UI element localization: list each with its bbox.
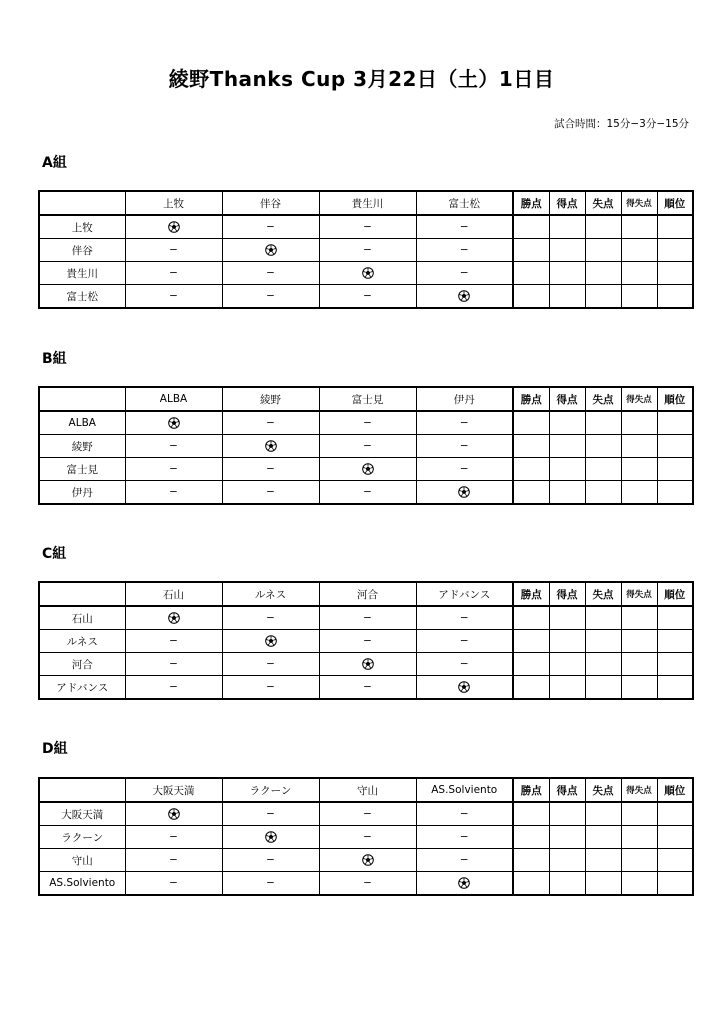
stat-cell — [513, 239, 549, 262]
column-team-header: アドバンス — [416, 582, 513, 606]
corner-cell — [39, 387, 125, 411]
stat-cell — [549, 458, 585, 481]
soccer-ball-icon — [168, 221, 180, 233]
match-result-cell: − — [319, 435, 416, 458]
stat-cell — [657, 239, 693, 262]
column-team-header: 守山 — [319, 778, 416, 802]
row-team-name: 綾野 — [39, 435, 125, 458]
header-row — [39, 582, 693, 606]
stat-cell — [585, 630, 621, 653]
stat-header: 順位 — [657, 387, 693, 411]
match-result-cell: − — [416, 458, 513, 481]
match-result-cell: − — [125, 285, 222, 309]
self-match-cell — [416, 285, 513, 309]
stat-cell — [657, 458, 693, 481]
stat-header: 得点 — [549, 191, 585, 215]
row-team-name: 石山 — [39, 606, 125, 630]
stat-header: 失点 — [585, 778, 621, 802]
match-result-cell: − — [319, 802, 416, 826]
column-team-header: 伴谷 — [222, 191, 319, 215]
soccer-ball-icon — [168, 808, 180, 820]
stat-header: 順位 — [657, 778, 693, 802]
stat-cell — [549, 262, 585, 285]
match-result-cell: − — [125, 849, 222, 872]
column-team-header: 伊丹 — [416, 387, 513, 411]
column-team-header: 富士見 — [319, 387, 416, 411]
soccer-ball-icon — [362, 658, 374, 670]
table-row — [39, 285, 693, 309]
stat-cell — [657, 285, 693, 309]
stat-cell — [585, 411, 621, 435]
stat-header: 失点 — [585, 191, 621, 215]
self-match-cell — [319, 653, 416, 676]
corner-cell — [39, 191, 125, 215]
match-result-cell: − — [222, 849, 319, 872]
stat-cell — [513, 653, 549, 676]
table-row — [39, 411, 693, 435]
soccer-ball-icon — [458, 486, 470, 498]
match-result-cell: − — [319, 285, 416, 309]
soccer-ball-icon — [458, 877, 470, 889]
header-row — [39, 778, 693, 802]
match-result-cell: − — [125, 262, 222, 285]
stat-cell — [549, 606, 585, 630]
stat-cell — [585, 285, 621, 309]
stat-cell — [621, 653, 657, 676]
self-match-cell — [222, 826, 319, 849]
self-match-cell — [222, 239, 319, 262]
stat-cell — [657, 676, 693, 700]
match-result-cell: − — [319, 826, 416, 849]
table-row — [39, 802, 693, 826]
stat-cell — [585, 606, 621, 630]
stat-header: 得失点 — [621, 582, 657, 606]
match-result-cell: − — [125, 458, 222, 481]
column-team-header: ラクーン — [222, 778, 319, 802]
table-row — [39, 215, 693, 239]
self-match-cell — [416, 872, 513, 896]
column-team-header: ALBA — [125, 387, 222, 411]
stat-cell — [513, 262, 549, 285]
soccer-ball-icon — [168, 612, 180, 624]
stat-cell — [513, 826, 549, 849]
stat-cell — [657, 411, 693, 435]
stat-cell — [549, 239, 585, 262]
column-team-header: 綾野 — [222, 387, 319, 411]
stat-header: 得失点 — [621, 191, 657, 215]
match-result-cell: − — [416, 262, 513, 285]
match-result-cell: − — [319, 215, 416, 239]
column-team-header: AS.Solviento — [416, 778, 513, 802]
match-result-cell: − — [125, 653, 222, 676]
stat-header: 勝点 — [513, 582, 549, 606]
stat-cell — [585, 849, 621, 872]
match-result-cell: − — [222, 481, 319, 505]
stat-cell — [657, 653, 693, 676]
stat-cell — [549, 411, 585, 435]
league-table — [38, 777, 694, 896]
self-match-cell — [416, 676, 513, 700]
stat-header: 得失点 — [621, 387, 657, 411]
stat-cell — [549, 630, 585, 653]
stat-cell — [621, 872, 657, 896]
stat-cell — [549, 802, 585, 826]
stat-cell — [657, 215, 693, 239]
row-team-name: アドバンス — [39, 676, 125, 700]
match-result-cell: − — [125, 435, 222, 458]
stat-cell — [657, 826, 693, 849]
self-match-cell — [125, 606, 222, 630]
match-result-cell: − — [319, 481, 416, 505]
row-team-name: ルネス — [39, 630, 125, 653]
stat-cell — [585, 435, 621, 458]
stat-header: 得点 — [549, 778, 585, 802]
stat-cell — [585, 826, 621, 849]
stat-cell — [621, 630, 657, 653]
match-result-cell: − — [222, 802, 319, 826]
stat-cell — [513, 802, 549, 826]
stat-cell — [549, 481, 585, 505]
column-team-header: 石山 — [125, 582, 222, 606]
soccer-ball-icon — [265, 831, 277, 843]
match-result-cell: − — [125, 239, 222, 262]
table-row — [39, 435, 693, 458]
row-team-name: 貴生川 — [39, 262, 125, 285]
self-match-cell — [222, 630, 319, 653]
stat-cell — [513, 435, 549, 458]
stat-cell — [621, 481, 657, 505]
row-team-name: 富士松 — [39, 285, 125, 309]
stat-cell — [513, 630, 549, 653]
stat-cell — [549, 849, 585, 872]
match-result-cell: − — [416, 215, 513, 239]
stat-cell — [585, 458, 621, 481]
stat-header: 勝点 — [513, 191, 549, 215]
row-team-name: ラクーン — [39, 826, 125, 849]
stat-cell — [621, 262, 657, 285]
stat-cell — [513, 411, 549, 435]
self-match-cell — [125, 802, 222, 826]
stat-cell — [549, 653, 585, 676]
page-title: 綾野Thanks Cup 3月22日（土）1日目 — [168, 67, 555, 91]
row-team-name: 大阪天満 — [39, 802, 125, 826]
header-row — [39, 191, 693, 215]
match-result-cell: − — [222, 653, 319, 676]
match-result-cell: − — [222, 606, 319, 630]
soccer-ball-icon — [362, 854, 374, 866]
row-team-name: 守山 — [39, 849, 125, 872]
stat-cell — [549, 215, 585, 239]
match-result-cell: − — [319, 239, 416, 262]
match-result-cell: − — [416, 606, 513, 630]
match-result-cell: − — [319, 630, 416, 653]
stat-cell — [621, 606, 657, 630]
match-result-cell: − — [319, 676, 416, 700]
self-match-cell — [125, 411, 222, 435]
stat-header: 得点 — [549, 582, 585, 606]
row-team-name: 伴谷 — [39, 239, 125, 262]
stat-cell — [513, 285, 549, 309]
soccer-ball-icon — [168, 417, 180, 429]
match-result-cell: − — [222, 285, 319, 309]
column-team-header: 大阪天満 — [125, 778, 222, 802]
stat-cell — [657, 872, 693, 896]
self-match-cell — [319, 262, 416, 285]
stat-cell — [513, 481, 549, 505]
stat-header: 順位 — [657, 191, 693, 215]
stat-cell — [549, 826, 585, 849]
match-result-cell: − — [222, 458, 319, 481]
corner-cell — [39, 582, 125, 606]
table-row — [39, 606, 693, 630]
stat-header: 得点 — [549, 387, 585, 411]
column-team-header: 富士松 — [416, 191, 513, 215]
row-team-name: 富士見 — [39, 458, 125, 481]
stat-cell — [585, 481, 621, 505]
table-row — [39, 676, 693, 700]
match-result-cell: − — [125, 481, 222, 505]
table-row — [39, 262, 693, 285]
header-row — [39, 387, 693, 411]
stat-cell — [585, 215, 621, 239]
row-team-name: 伊丹 — [39, 481, 125, 505]
group-label: D組 — [42, 741, 68, 757]
group-label: B組 — [42, 351, 67, 367]
row-team-name: ALBA — [39, 411, 125, 435]
soccer-ball-icon — [265, 440, 277, 452]
league-table — [38, 386, 694, 505]
soccer-ball-icon — [362, 463, 374, 475]
soccer-ball-icon — [458, 681, 470, 693]
stat-header: 失点 — [585, 387, 621, 411]
match-result-cell: − — [416, 411, 513, 435]
match-result-cell: − — [222, 872, 319, 896]
soccer-ball-icon — [265, 635, 277, 647]
group-label: C組 — [42, 546, 67, 562]
table-row — [39, 653, 693, 676]
stat-cell — [549, 435, 585, 458]
match-result-cell: − — [222, 215, 319, 239]
match-result-cell: − — [319, 411, 416, 435]
group-label: A組 — [42, 155, 67, 171]
league-table — [38, 190, 694, 309]
match-result-cell: − — [416, 435, 513, 458]
table-row — [39, 826, 693, 849]
stat-cell — [657, 481, 693, 505]
match-result-cell: − — [125, 630, 222, 653]
table-row — [39, 872, 693, 896]
stat-header: 得失点 — [621, 778, 657, 802]
table-row — [39, 481, 693, 505]
stat-cell — [621, 239, 657, 262]
stat-cell — [621, 285, 657, 309]
match-result-cell: − — [319, 606, 416, 630]
match-result-cell: − — [319, 872, 416, 896]
league-table — [38, 581, 694, 700]
match-result-cell: − — [416, 802, 513, 826]
match-result-cell: − — [416, 653, 513, 676]
stat-cell — [621, 826, 657, 849]
stat-cell — [621, 849, 657, 872]
match-result-cell: − — [125, 826, 222, 849]
column-team-header: 河合 — [319, 582, 416, 606]
match-time-note: 試合時間：15分−3分−15分 — [554, 118, 689, 130]
soccer-ball-icon — [265, 244, 277, 256]
corner-cell — [39, 778, 125, 802]
stat-cell — [513, 872, 549, 896]
stat-cell — [585, 676, 621, 700]
match-result-cell: − — [125, 872, 222, 896]
stat-cell — [657, 262, 693, 285]
stat-cell — [513, 606, 549, 630]
self-match-cell — [416, 481, 513, 505]
column-team-header: 上牧 — [125, 191, 222, 215]
stat-cell — [621, 802, 657, 826]
match-result-cell: − — [416, 826, 513, 849]
row-team-name: AS.Solviento — [39, 872, 125, 896]
match-result-cell: − — [416, 239, 513, 262]
row-team-name: 河合 — [39, 653, 125, 676]
stat-cell — [585, 802, 621, 826]
stat-cell — [657, 802, 693, 826]
self-match-cell — [319, 849, 416, 872]
stat-header: 失点 — [585, 582, 621, 606]
stat-cell — [657, 849, 693, 872]
stat-cell — [621, 215, 657, 239]
stat-cell — [513, 849, 549, 872]
stat-cell — [657, 435, 693, 458]
self-match-cell — [125, 215, 222, 239]
stat-header: 順位 — [657, 582, 693, 606]
stat-cell — [657, 630, 693, 653]
stat-cell — [549, 285, 585, 309]
table-row — [39, 849, 693, 872]
match-result-cell: − — [416, 630, 513, 653]
column-team-header: 貴生川 — [319, 191, 416, 215]
stat-cell — [549, 872, 585, 896]
stat-header: 勝点 — [513, 387, 549, 411]
stat-cell — [585, 653, 621, 676]
stat-cell — [657, 606, 693, 630]
stat-cell — [513, 676, 549, 700]
stat-cell — [621, 411, 657, 435]
stat-cell — [621, 435, 657, 458]
self-match-cell — [319, 458, 416, 481]
match-result-cell: − — [222, 262, 319, 285]
stat-cell — [585, 262, 621, 285]
match-result-cell: − — [416, 849, 513, 872]
row-team-name: 上牧 — [39, 215, 125, 239]
stat-cell — [513, 458, 549, 481]
match-result-cell: − — [125, 676, 222, 700]
table-row — [39, 458, 693, 481]
table-row — [39, 630, 693, 653]
stat-header: 勝点 — [513, 778, 549, 802]
stat-cell — [549, 676, 585, 700]
match-result-cell: − — [222, 676, 319, 700]
soccer-ball-icon — [458, 290, 470, 302]
table-row — [39, 239, 693, 262]
match-result-cell: − — [222, 411, 319, 435]
self-match-cell — [222, 435, 319, 458]
stat-cell — [513, 215, 549, 239]
column-team-header: ルネス — [222, 582, 319, 606]
stat-cell — [585, 239, 621, 262]
soccer-ball-icon — [362, 267, 374, 279]
stat-cell — [585, 872, 621, 896]
stat-cell — [621, 458, 657, 481]
stat-cell — [621, 676, 657, 700]
